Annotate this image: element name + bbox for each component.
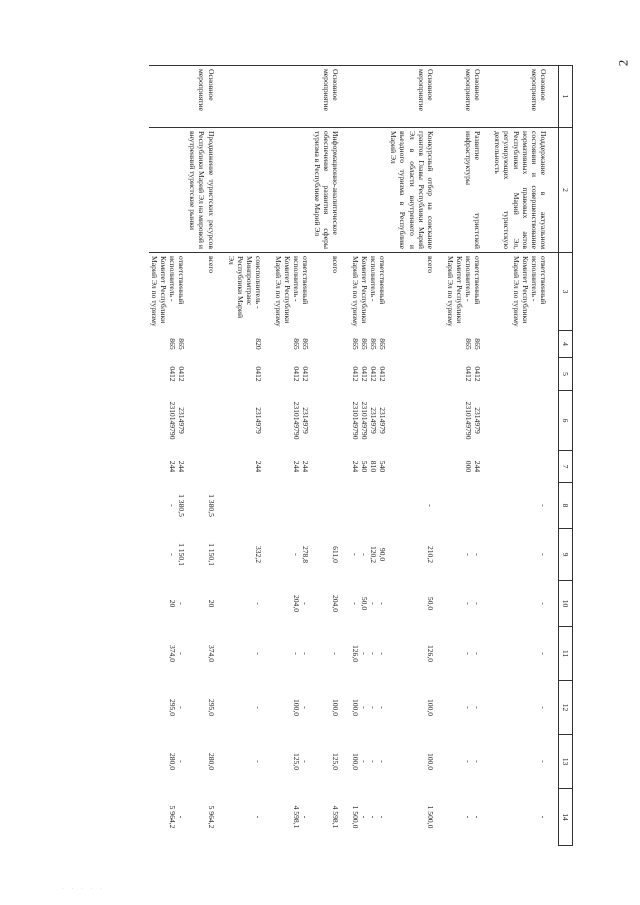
cell-col-8: - [425, 504, 435, 507]
cell-col-7: 244 [254, 460, 264, 473]
cell-col-11: - [538, 652, 548, 655]
cell-col-7 [492, 451, 558, 483]
cell-col-5: 0412 0412 [464, 366, 483, 382]
cell-col-3: ответственный исполнитель - Комитет Республики Марий Эл по туризму [274, 256, 311, 327]
cell-col-1 [350, 66, 388, 128]
col-header-5: 5 [558, 358, 572, 391]
cell-col-12: - [538, 706, 548, 709]
col-header-4: 4 [558, 331, 572, 358]
cell-col-8 [273, 483, 311, 529]
cell-col-11: 374,0 [206, 644, 216, 663]
cell-col-1: Основное мероприятие [492, 66, 558, 128]
cell-col-12: - [254, 706, 264, 709]
cell-col-11: - [330, 652, 340, 655]
cell-col-7: 244 244 [292, 460, 311, 473]
cell-col-11: - [254, 652, 264, 655]
cell-col-9: 90,0 120,2 - - [350, 545, 388, 564]
cell-col-6: 2314979 2314979 2310149790 2310149790 [350, 401, 388, 440]
cell-col-9: 1 150,1 - [168, 543, 187, 566]
table-row [445, 66, 492, 846]
cell-col-12: 295,0 [206, 698, 216, 717]
cell-col-10: - - 50,0 - [350, 596, 388, 611]
cell-col-14: 5 964,2 [206, 805, 216, 829]
cell-col-10: - 20 [168, 599, 187, 608]
cell-col-11: 126,0 [425, 644, 435, 663]
cell-col-6: 2314979 2310149790 [292, 401, 311, 440]
cell-col-14: 1 500,0 [425, 805, 435, 829]
scan-artifact: · · · · · [62, 886, 105, 892]
cell-col-5: 0412 0412 [168, 366, 187, 382]
col-header-1: 1 [558, 66, 572, 128]
cell-col-13: - 125,0 [292, 752, 311, 771]
cell-col-7: 540 810 540 244 [350, 460, 388, 473]
cell-col-10: - [254, 602, 264, 605]
cell-col-14: - [254, 815, 264, 819]
cell-col-14: - - [464, 815, 483, 819]
cell-col-9: 332,2 [254, 545, 264, 564]
cell-col-11: - - - 126,0 [350, 644, 388, 663]
cell-col-5: 0412 [254, 366, 264, 382]
cell-col-10: 50,0 [425, 596, 435, 611]
cell-col-6 [311, 391, 349, 451]
cell-col-2: Продвижение туристских ресурсов Республики Марий Эл на мировой и внутренний туристские рынки [187, 128, 225, 253]
col-header-7: 7 [558, 451, 572, 483]
cell-col-13: - - - 100,0 [350, 752, 388, 771]
cell-col-13: - [538, 760, 548, 763]
table-row [149, 66, 187, 846]
cell-col-5 [492, 358, 558, 391]
cell-col-11: - - [292, 652, 311, 655]
cell-col-2: Конкурсный отбор на соискание грантов Главы Республики Марий Эл в области внутреннего и въездного туризма в Республике Марий Эл [388, 128, 445, 253]
cell-col-2 [273, 128, 311, 253]
col-header-9: 9 [558, 529, 572, 581]
cell-col-7 [187, 451, 225, 483]
cell-col-5: 0412 0412 [292, 366, 311, 382]
cell-col-12: 100,0 [330, 698, 340, 717]
col-header-13: 13 [558, 735, 572, 789]
cell-col-3: ответственный исполнитель - Комитет Республики Марий Эл по туризму [445, 256, 483, 327]
cell-col-5 [388, 358, 445, 391]
cell-col-2 [226, 128, 273, 253]
cell-col-9: 278,8 - [292, 545, 311, 564]
cell-col-13: 125,0 [330, 752, 340, 771]
cell-col-13: - [254, 760, 264, 763]
cell-col-14: - [538, 815, 548, 819]
cell-col-2: Информационно-аналитическое обеспечение развития сферы туризма в Республике Марий Эл [311, 128, 349, 253]
col-header-14: 14 [558, 789, 572, 846]
cell-col-3: соисполнитель - Минпромтранс Республики Марий Эл [226, 256, 264, 319]
cell-col-5 [187, 358, 225, 391]
col-header-6: 6 [558, 391, 572, 451]
cell-col-12: - - [464, 706, 483, 709]
col-header-8: 8 [558, 483, 572, 529]
cell-col-5: 0412 0412 0412 0412 [350, 366, 388, 382]
cell-col-4 [492, 331, 558, 358]
cell-col-3: ответственный исполнитель - Комитет Республики Марий Эл по туризму [149, 256, 187, 327]
table-row [492, 66, 558, 846]
cell-col-1: Основное мероприятие [187, 66, 225, 128]
cell-col-4: 820 [254, 338, 264, 350]
cell-col-3: всего [206, 256, 216, 274]
cell-col-2: Развитие туристской инфраструктуры [445, 128, 492, 253]
cell-col-14: 4 598,1 [330, 805, 340, 829]
cell-col-4 [311, 331, 349, 358]
table-row [311, 66, 349, 846]
cell-col-7 [311, 451, 349, 483]
cell-col-6: 2314979 2310149790 [168, 401, 187, 440]
col-header-12: 12 [558, 681, 572, 735]
cell-col-13: 280,0 [206, 752, 216, 771]
cell-col-6 [492, 391, 558, 451]
cell-col-4 [388, 331, 445, 358]
cell-col-8 [226, 483, 273, 529]
cell-col-2 [149, 128, 187, 253]
cell-col-6: 2314979 2310149790 [464, 401, 483, 440]
cell-col-8: - [538, 504, 548, 507]
cell-col-3: всего [330, 256, 340, 274]
cell-col-1: Основное мероприятие [311, 66, 349, 128]
cell-col-14: - - - 1 500,0 [350, 805, 388, 829]
table-body [149, 66, 559, 846]
cell-col-8 [350, 483, 388, 529]
cell-col-3: всего [425, 256, 435, 274]
cell-col-4: 865 865 [464, 338, 483, 350]
cell-col-10: 204,0 [330, 594, 340, 613]
cell-col-12: 100,0 [425, 698, 435, 717]
page-number: 2 [615, 59, 631, 67]
cell-col-9: - [538, 553, 548, 556]
cell-col-1 [226, 66, 273, 128]
cell-col-4: 865 865 865 865 [350, 338, 388, 350]
cell-col-8 [311, 483, 349, 529]
cell-col-1: Основное мероприятие [445, 66, 492, 128]
header-row [558, 66, 572, 846]
cell-col-14: - 5 964,2 [168, 805, 187, 829]
table-row [187, 66, 225, 846]
col-header-10: 10 [558, 581, 572, 627]
cell-col-12: - 295,0 [168, 698, 187, 717]
cell-col-12: - - - 100,0 [350, 698, 388, 717]
col-header-2: 2 [558, 128, 572, 253]
cell-col-14: - 4 598,1 [292, 805, 311, 829]
rotated-table-page [123, 65, 573, 845]
cell-col-9: - - [464, 553, 483, 556]
cell-col-5 [311, 358, 349, 391]
cell-col-6: 2314979 [254, 407, 264, 434]
table-row [350, 66, 388, 846]
col-header-3: 3 [558, 253, 572, 331]
cell-col-4: 865 865 [292, 338, 311, 350]
cell-col-10: - - [464, 602, 483, 605]
cell-col-6 [187, 391, 225, 451]
cell-col-7 [388, 451, 445, 483]
cell-col-2 [350, 128, 388, 253]
cell-col-10: 20 [206, 599, 216, 608]
cell-col-8 [445, 483, 492, 529]
cell-col-11: - - [464, 652, 483, 655]
cell-col-9: 210,2 [425, 545, 435, 564]
cell-col-8: 1 380,5 [206, 494, 216, 517]
cell-col-4: 865 865 [168, 338, 187, 350]
cell-col-11: - 374,0 [168, 644, 187, 663]
cell-col-10: - 204,0 [292, 594, 311, 613]
cell-col-3: ответственный исполнитель - Комитет Республики Марий Эл по туризму [350, 256, 388, 327]
cell-col-1 [149, 66, 187, 128]
cell-col-4 [187, 331, 225, 358]
cell-col-1 [273, 66, 311, 128]
cell-col-10: - [538, 602, 548, 605]
cell-col-7: 244 244 [168, 460, 187, 473]
cell-col-7: 244 000 [464, 460, 483, 473]
table-row [226, 66, 273, 846]
budget-table [149, 65, 573, 846]
cell-col-9: 1 150,1 [206, 543, 216, 566]
cell-col-1: Основное мероприятие [388, 66, 445, 128]
cell-col-2: Поддержание в актуальном состоянии и совершенствование нормативных правовых актов Республики Марий Эл, регулирующих туристскую деятельность [492, 128, 558, 253]
cell-col-13: 100,0 [425, 752, 435, 771]
cell-col-3: ответственный исполнитель - Комитет Республики Марий Эл по туризму [511, 256, 548, 327]
table-row [388, 66, 445, 846]
table-row [273, 66, 311, 846]
cell-col-13: - 280,0 [168, 752, 187, 771]
cell-col-13: - - [464, 760, 483, 763]
cell-col-6 [388, 391, 445, 451]
cell-col-8: 1 380,5 - [168, 494, 187, 517]
cell-col-9: 611,0 [330, 546, 340, 563]
col-header-11: 11 [558, 627, 572, 681]
cell-col-12: - 100,0 [292, 698, 311, 717]
